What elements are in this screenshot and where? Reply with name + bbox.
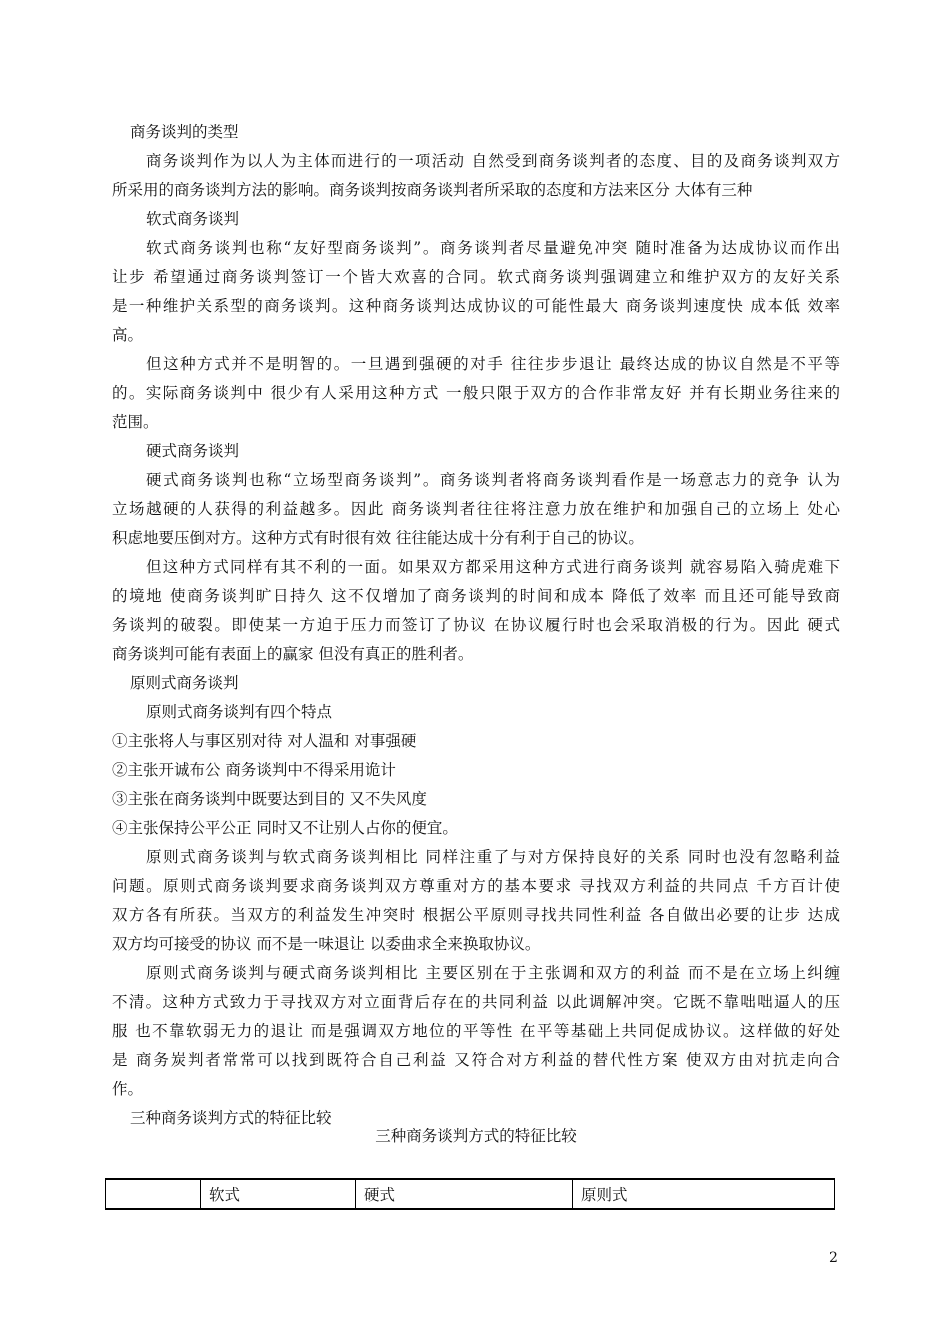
text-line: 积虑地要压倒对方。这种方式有时很有效 往往能达成十分有利于自己的协议。	[112, 529, 644, 547]
text-line: 但这种方式同样有其不利的一面。如果双方都采用这种方式进行商务谈判 就容易陷入骑虎难下	[146, 558, 840, 576]
text-line: 原则式商务谈判	[130, 674, 239, 692]
table-header-cell-principled: 原则式	[573, 1179, 835, 1209]
text-line: 商务谈判作为以人为主体而进行的一项活动 自然受到商务谈判者的态度、目的及商务谈判双方	[146, 152, 840, 170]
table-header-cell-blank	[106, 1179, 201, 1209]
text-line: 硬式商务谈判也称“立场型商务谈判”。商务谈判者将商务谈判看作是一场意志力的竞争 认为	[146, 471, 840, 489]
text-line: 双方均可接受的协议 而不是一味退让 以委曲求全来换取协议。	[112, 935, 541, 953]
text-line: 范围。	[112, 413, 159, 431]
text-line: 是 商务炭判者常常可以找到既符合自己利益 又符合对方利益的替代性方案 使双方由对抗走向合	[112, 1051, 840, 1069]
table-header-cell-hard: 硬式	[356, 1179, 573, 1209]
text-line: 原则式商务谈判与软式商务谈判相比 同样注重了与对方保持良好的关系 同时也没有忽略利益	[146, 848, 840, 866]
text-line: ④主张保持公平公正 同时又不让别人占你的便宜。	[112, 819, 458, 837]
text-line: 软式商务谈判也称“友好型商务谈判”。商务谈判者尽量避免冲突 随时准备为达成协议而作出	[146, 239, 840, 257]
text-line: 原则式商务谈判有四个特点	[146, 703, 333, 721]
text-line: ③主张在商务谈判中既要达到目的 又不失风度	[112, 790, 427, 808]
text-line: 的。实际商务谈判中 很少有人采用这种方式 一般只限于双方的合作非常友好 并有长期业务往来的	[112, 384, 840, 402]
text-line: 作。	[112, 1080, 144, 1098]
text-line: 立场越硬的人获得的利益越多。因此 商务谈判者往往将注意力放在维护和加强自己的立场上 处心	[112, 500, 840, 518]
text-line: 双方各有所获。当双方的利益发生冲突时 根据公平原则寻找共同性利益 各自做出必要的让步 达成	[112, 906, 840, 924]
text-line: 但这种方式并不是明智的。一旦遇到强硬的对手 往往步步退让 最终达成的协议自然是不平等	[146, 355, 840, 373]
body-text	[112, 118, 840, 1133]
text-line: 商务谈判可能有表面上的赢家 但没有真正的胜利者。	[112, 645, 474, 663]
text-line: 硬式商务谈判	[146, 442, 240, 460]
comparison-table	[105, 1178, 835, 1210]
text-line: 不清。这种方式致力于寻找双方对立面背后存在的共同利益 以此调解冲突。它既不靠咄咄逼人的压	[112, 993, 840, 1011]
text-line: 高。	[112, 326, 144, 344]
text-line: 是一种维护关系型的商务谈判。这种商务谈判达成协议的可能性最大 商务谈判速度快 成本低 效率	[112, 297, 840, 315]
text-line: 的境地 使商务谈判旷日持久 这不仅增加了商务谈判的时间和成本 降低了效率 而且还可能导致商	[112, 587, 840, 605]
text-line: 服 也不靠软弱无力的退让 而是强调双方地位的平等性 在平等基础上共同促成协议。这样做的好处	[112, 1022, 840, 1040]
text-line: 商务谈判的类型	[130, 123, 239, 141]
text-line: 问题。原则式商务谈判要求商务谈判双方尊重对方的基本要求 寻找双方利益的共同点 千方百计使	[112, 877, 840, 895]
table-header-row	[106, 1179, 835, 1209]
text-line: 所采用的商务谈判方法的影响。商务谈判按商务谈判者所采取的态度和方法来区分 大体有三种	[112, 181, 753, 199]
text-line: 三种商务谈判方式的特征比较	[130, 1109, 332, 1127]
table-header-cell-soft: 软式	[201, 1179, 356, 1209]
text-line: 原则式商务谈判与硬式商务谈判相比 主要区别在于主张调和双方的利益 而不是在立场上纠缠	[146, 964, 840, 982]
table-caption: 三种商务谈判方式的特征比较	[375, 1127, 577, 1145]
text-line: 务谈判的破裂。即使某一方迫于压力而签订了协议 在协议履行时也会采取消极的行为。因此 硬式	[112, 616, 840, 634]
text-line: ①主张将人与事区别对待 对人温和 对事强硬	[112, 732, 417, 750]
page-number: 2	[829, 1250, 838, 1266]
text-line: 软式商务谈判	[146, 210, 240, 228]
text-line: 让步 希望通过商务谈判签订一个皆大欢喜的合同。软式商务谈判强调建立和维护双方的友好关系	[112, 268, 840, 286]
text-line: ②主张开诚布公 商务谈判中不得采用诡计	[112, 761, 396, 779]
